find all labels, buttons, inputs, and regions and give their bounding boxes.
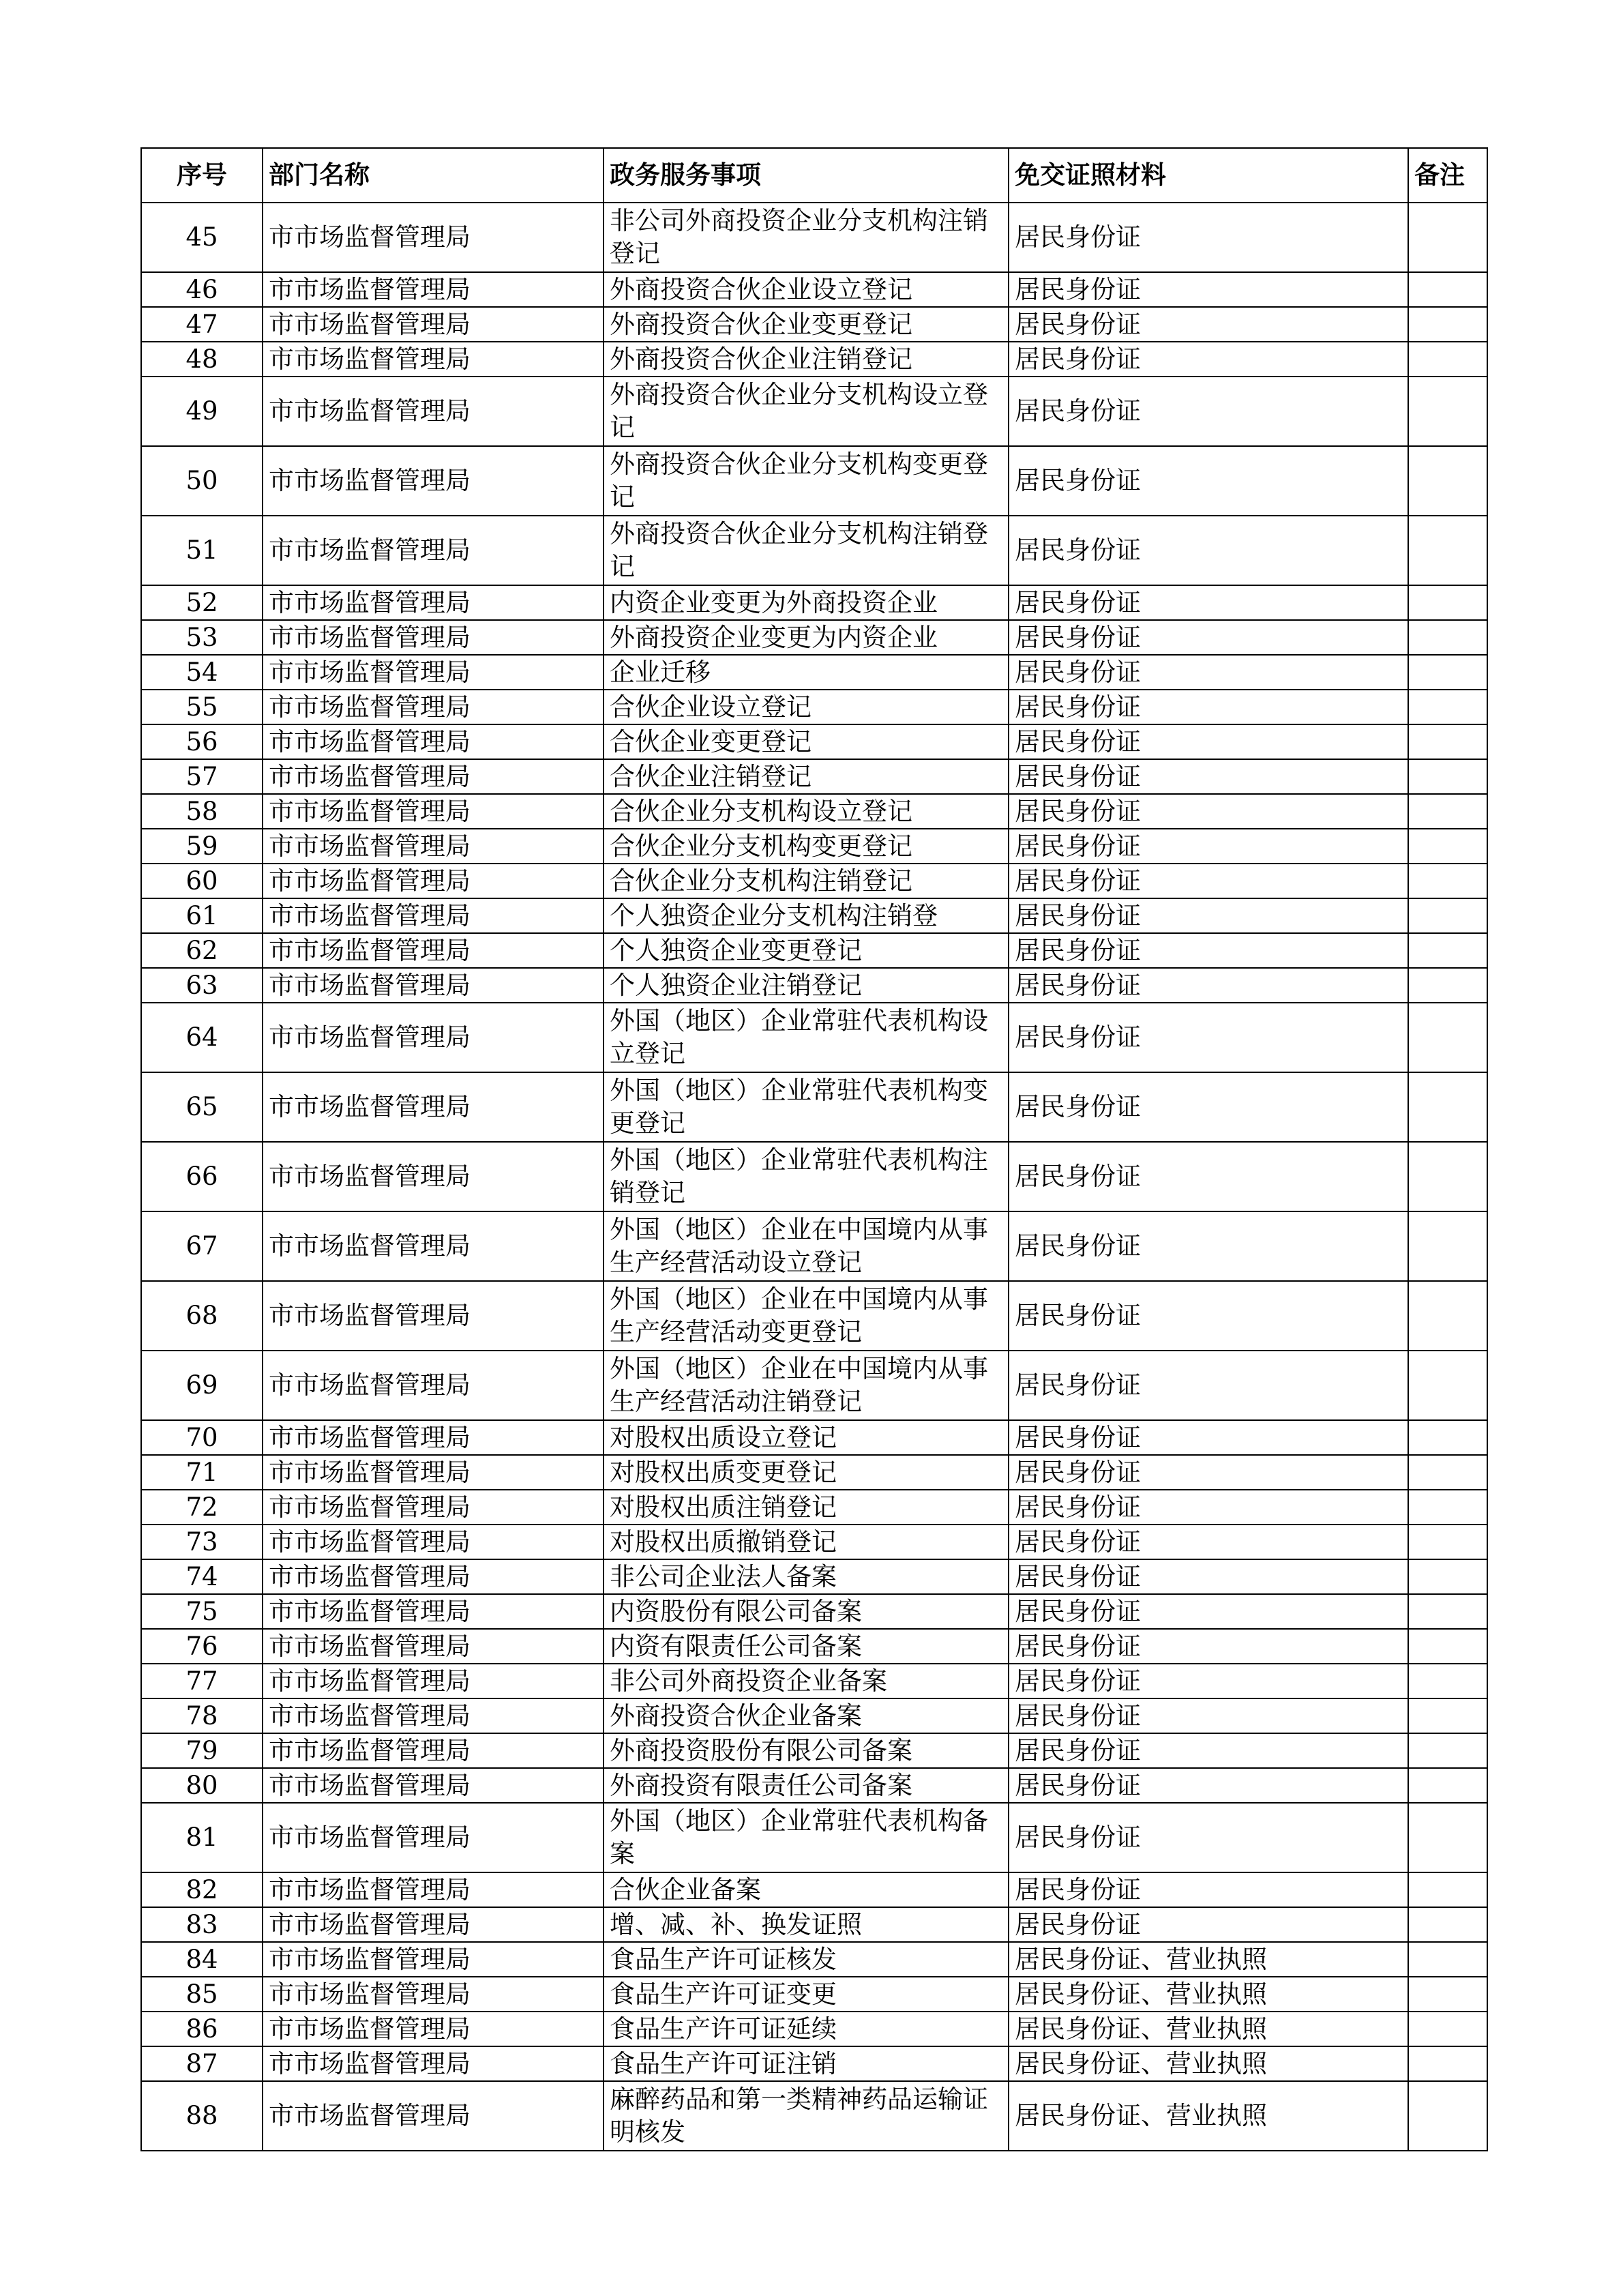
cell-materials: 居民身份证 (1009, 655, 1408, 690)
cell-dept: 市市场监督管理局 (263, 829, 604, 864)
cell-no: 81 (141, 1803, 263, 1872)
cell-note (1408, 1351, 1487, 1420)
cell-item: 外国（地区）企业常驻代表机构注销登记 (604, 1142, 1009, 1211)
cell-dept: 市市场监督管理局 (263, 759, 604, 794)
cell-item: 食品生产许可证延续 (604, 2012, 1009, 2046)
cell-no: 53 (141, 620, 263, 655)
cell-no: 78 (141, 1698, 263, 1733)
cell-item: 合伙企业注销登记 (604, 759, 1009, 794)
cell-item: 企业迁移 (604, 655, 1009, 690)
table-row (141, 1211, 1487, 1281)
cell-no: 84 (141, 1942, 263, 1977)
table-row (141, 1559, 1487, 1594)
cell-item: 外商投资合伙企业分支机构变更登记 (604, 446, 1009, 516)
table-row (141, 1455, 1487, 1490)
cell-materials: 居民身份证 (1009, 864, 1408, 898)
cell-dept: 市市场监督管理局 (263, 2012, 604, 2046)
cell-dept: 市市场监督管理局 (263, 2046, 604, 2081)
cell-dept: 市市场监督管理局 (263, 1072, 604, 1142)
cell-materials: 居民身份证、营业执照 (1009, 2081, 1408, 2151)
cell-dept: 市市场监督管理局 (263, 1872, 604, 1907)
cell-dept: 市市场监督管理局 (263, 1977, 604, 2012)
cell-dept: 市市场监督管理局 (263, 342, 604, 377)
header-materials: 免交证照材料 (1009, 148, 1408, 203)
cell-materials: 居民身份证、营业执照 (1009, 1977, 1408, 2012)
table-row (141, 1907, 1487, 1942)
cell-no: 83 (141, 1907, 263, 1942)
cell-note (1408, 1942, 1487, 1977)
cell-no: 69 (141, 1351, 263, 1420)
table-header-row (141, 148, 1487, 203)
cell-dept: 市市场监督管理局 (263, 690, 604, 724)
cell-note (1408, 1664, 1487, 1698)
cell-item: 外商投资合伙企业注销登记 (604, 342, 1009, 377)
cell-item: 个人独资企业注销登记 (604, 968, 1009, 1003)
table-row (141, 655, 1487, 690)
table-row (141, 1072, 1487, 1142)
cell-dept: 市市场监督管理局 (263, 864, 604, 898)
cell-no: 87 (141, 2046, 263, 2081)
cell-dept: 市市场监督管理局 (263, 2081, 604, 2151)
cell-note (1408, 1698, 1487, 1733)
cell-dept: 市市场监督管理局 (263, 1698, 604, 1733)
cell-materials: 居民身份证 (1009, 307, 1408, 342)
cell-materials: 居民身份证、营业执照 (1009, 2012, 1408, 2046)
cell-item: 食品生产许可证核发 (604, 1942, 1009, 1977)
cell-note (1408, 1211, 1487, 1281)
cell-item: 外商投资合伙企业分支机构设立登记 (604, 377, 1009, 446)
cell-materials: 居民身份证、营业执照 (1009, 2046, 1408, 2081)
cell-item: 个人独资企业变更登记 (604, 933, 1009, 968)
cell-no: 82 (141, 1872, 263, 1907)
table-row (141, 307, 1487, 342)
cell-no: 68 (141, 1281, 263, 1351)
cell-materials: 居民身份证 (1009, 203, 1408, 272)
cell-materials: 居民身份证 (1009, 1594, 1408, 1629)
cell-no: 79 (141, 1733, 263, 1768)
cell-note (1408, 829, 1487, 864)
cell-materials: 居民身份证 (1009, 933, 1408, 968)
cell-materials: 居民身份证 (1009, 1907, 1408, 1942)
cell-dept: 市市场监督管理局 (263, 1455, 604, 1490)
cell-item: 外国（地区）企业在中国境内从事生产经营活动注销登记 (604, 1351, 1009, 1420)
cell-item: 内资企业变更为外商投资企业 (604, 585, 1009, 620)
cell-item: 对股权出质变更登记 (604, 1455, 1009, 1490)
cell-dept: 市市场监督管理局 (263, 1664, 604, 1698)
cell-materials: 居民身份证 (1009, 620, 1408, 655)
cell-materials: 居民身份证 (1009, 1559, 1408, 1594)
cell-item: 非公司外商投资企业备案 (604, 1664, 1009, 1698)
cell-item: 麻醉药品和第一类精神药品运输证明核发 (604, 2081, 1009, 2151)
header-note: 备注 (1408, 148, 1487, 203)
table-row (141, 1698, 1487, 1733)
cell-item: 食品生产许可证变更 (604, 1977, 1009, 2012)
table-row (141, 724, 1487, 759)
cell-item: 非公司企业法人备案 (604, 1559, 1009, 1594)
cell-dept: 市市场监督管理局 (263, 898, 604, 933)
cell-materials: 居民身份证 (1009, 446, 1408, 516)
table-row (141, 516, 1487, 585)
cell-item: 合伙企业变更登记 (604, 724, 1009, 759)
cell-materials: 居民身份证 (1009, 1629, 1408, 1664)
cell-item: 增、减、补、换发证照 (604, 1907, 1009, 1942)
cell-dept: 市市场监督管理局 (263, 1211, 604, 1281)
cell-note (1408, 794, 1487, 829)
table-row (141, 1803, 1487, 1872)
cell-materials: 居民身份证 (1009, 1872, 1408, 1907)
cell-materials: 居民身份证 (1009, 342, 1408, 377)
table-row (141, 759, 1487, 794)
cell-no: 62 (141, 933, 263, 968)
cell-note (1408, 446, 1487, 516)
cell-note (1408, 759, 1487, 794)
table-row (141, 1733, 1487, 1768)
cell-materials: 居民身份证 (1009, 968, 1408, 1003)
table-row (141, 968, 1487, 1003)
table-row (141, 585, 1487, 620)
table-row (141, 1142, 1487, 1211)
cell-dept: 市市场监督管理局 (263, 1281, 604, 1351)
cell-note (1408, 933, 1487, 968)
cell-materials: 居民身份证 (1009, 1281, 1408, 1351)
cell-no: 88 (141, 2081, 263, 2151)
cell-dept: 市市场监督管理局 (263, 1594, 604, 1629)
cell-materials: 居民身份证 (1009, 759, 1408, 794)
cell-note (1408, 864, 1487, 898)
cell-dept: 市市场监督管理局 (263, 1803, 604, 1872)
cell-note (1408, 1907, 1487, 1942)
cell-note (1408, 1977, 1487, 2012)
cell-note (1408, 1733, 1487, 1768)
cell-no: 56 (141, 724, 263, 759)
cell-note (1408, 1455, 1487, 1490)
cell-materials: 居民身份证 (1009, 794, 1408, 829)
table-row (141, 1977, 1487, 2012)
cell-no: 66 (141, 1142, 263, 1211)
cell-dept: 市市场监督管理局 (263, 1351, 604, 1420)
cell-item: 外国（地区）企业在中国境内从事生产经营活动设立登记 (604, 1211, 1009, 1281)
cell-no: 64 (141, 1003, 263, 1072)
cell-note (1408, 898, 1487, 933)
cell-item: 外国（地区）企业在中国境内从事生产经营活动变更登记 (604, 1281, 1009, 1351)
cell-dept: 市市场监督管理局 (263, 1559, 604, 1594)
cell-item: 食品生产许可证注销 (604, 2046, 1009, 2081)
cell-no: 50 (141, 446, 263, 516)
cell-materials: 居民身份证 (1009, 1142, 1408, 1211)
cell-materials: 居民身份证 (1009, 1211, 1408, 1281)
cell-item: 内资有限责任公司备案 (604, 1629, 1009, 1664)
cell-dept: 市市场监督管理局 (263, 1768, 604, 1803)
cell-materials: 居民身份证 (1009, 1733, 1408, 1768)
cell-note (1408, 203, 1487, 272)
cell-no: 63 (141, 968, 263, 1003)
cell-note (1408, 1525, 1487, 1559)
table-row (141, 864, 1487, 898)
cell-materials: 居民身份证 (1009, 1525, 1408, 1559)
cell-item: 内资股份有限公司备案 (604, 1594, 1009, 1629)
cell-dept: 市市场监督管理局 (263, 1420, 604, 1455)
cell-no: 45 (141, 203, 263, 272)
cell-note (1408, 2081, 1487, 2151)
table-row (141, 690, 1487, 724)
table-row (141, 1003, 1487, 1072)
table-row (141, 1281, 1487, 1351)
cell-materials: 居民身份证 (1009, 1351, 1408, 1420)
header-no: 序号 (141, 148, 263, 203)
cell-note (1408, 620, 1487, 655)
cell-note (1408, 342, 1487, 377)
table-row (141, 898, 1487, 933)
cell-materials: 居民身份证 (1009, 1455, 1408, 1490)
cell-item: 合伙企业设立登记 (604, 690, 1009, 724)
table-row (141, 1594, 1487, 1629)
table-row (141, 1629, 1487, 1664)
cell-item: 对股权出质设立登记 (604, 1420, 1009, 1455)
cell-materials: 居民身份证 (1009, 898, 1408, 933)
cell-no: 67 (141, 1211, 263, 1281)
cell-note (1408, 516, 1487, 585)
cell-no: 46 (141, 272, 263, 307)
cell-item: 对股权出质注销登记 (604, 1490, 1009, 1525)
cell-dept: 市市场监督管理局 (263, 1003, 604, 1072)
cell-no: 47 (141, 307, 263, 342)
cell-materials: 居民身份证 (1009, 690, 1408, 724)
cell-dept: 市市场监督管理局 (263, 203, 604, 272)
table-row (141, 794, 1487, 829)
cell-materials: 居民身份证 (1009, 829, 1408, 864)
cell-dept: 市市场监督管理局 (263, 1142, 604, 1211)
cell-materials: 居民身份证 (1009, 272, 1408, 307)
cell-no: 58 (141, 794, 263, 829)
cell-dept: 市市场监督管理局 (263, 1907, 604, 1942)
table-body (141, 203, 1487, 2151)
cell-dept: 市市场监督管理局 (263, 585, 604, 620)
table-row (141, 1490, 1487, 1525)
cell-note (1408, 1003, 1487, 1072)
cell-note (1408, 307, 1487, 342)
cell-item: 外商投资股份有限公司备案 (604, 1733, 1009, 1768)
header-item: 政务服务事项 (604, 148, 1009, 203)
cell-item: 外商投资有限责任公司备案 (604, 1768, 1009, 1803)
cell-dept: 市市场监督管理局 (263, 1525, 604, 1559)
cell-note (1408, 655, 1487, 690)
cell-no: 52 (141, 585, 263, 620)
cell-dept: 市市场监督管理局 (263, 724, 604, 759)
table-row (141, 1351, 1487, 1420)
cell-materials: 居民身份证 (1009, 516, 1408, 585)
cell-item: 外国（地区）企业常驻代表机构备案 (604, 1803, 1009, 1872)
service-items-table (140, 147, 1488, 2151)
table-row (141, 2046, 1487, 2081)
cell-dept: 市市场监督管理局 (263, 794, 604, 829)
cell-item: 外商投资合伙企业分支机构注销登记 (604, 516, 1009, 585)
cell-dept: 市市场监督管理局 (263, 307, 604, 342)
cell-note (1408, 2046, 1487, 2081)
cell-dept: 市市场监督管理局 (263, 377, 604, 446)
cell-no: 77 (141, 1664, 263, 1698)
cell-note (1408, 1420, 1487, 1455)
cell-no: 85 (141, 1977, 263, 2012)
cell-note (1408, 1559, 1487, 1594)
cell-no: 57 (141, 759, 263, 794)
table-row (141, 203, 1487, 272)
cell-no: 73 (141, 1525, 263, 1559)
cell-materials: 居民身份证 (1009, 724, 1408, 759)
cell-materials: 居民身份证 (1009, 1664, 1408, 1698)
cell-no: 59 (141, 829, 263, 864)
cell-dept: 市市场监督管理局 (263, 655, 604, 690)
table-row (141, 446, 1487, 516)
cell-note (1408, 1281, 1487, 1351)
cell-item: 外商投资企业变更为内资企业 (604, 620, 1009, 655)
cell-item: 合伙企业分支机构注销登记 (604, 864, 1009, 898)
cell-dept: 市市场监督管理局 (263, 1490, 604, 1525)
cell-note (1408, 1594, 1487, 1629)
table-row (141, 2012, 1487, 2046)
cell-dept: 市市场监督管理局 (263, 620, 604, 655)
cell-note (1408, 2012, 1487, 2046)
header-dept: 部门名称 (263, 148, 604, 203)
cell-note (1408, 724, 1487, 759)
cell-no: 75 (141, 1594, 263, 1629)
table-row (141, 342, 1487, 377)
table-row (141, 1664, 1487, 1698)
cell-dept: 市市场监督管理局 (263, 446, 604, 516)
cell-no: 70 (141, 1420, 263, 1455)
cell-note (1408, 690, 1487, 724)
cell-note (1408, 1629, 1487, 1664)
cell-item: 合伙企业备案 (604, 1872, 1009, 1907)
cell-dept: 市市场监督管理局 (263, 1942, 604, 1977)
cell-dept: 市市场监督管理局 (263, 968, 604, 1003)
cell-materials: 居民身份证 (1009, 1003, 1408, 1072)
cell-note (1408, 1872, 1487, 1907)
cell-note (1408, 968, 1487, 1003)
cell-item: 外国（地区）企业常驻代表机构变更登记 (604, 1072, 1009, 1142)
table-row (141, 933, 1487, 968)
cell-item: 非公司外商投资企业分支机构注销登记 (604, 203, 1009, 272)
cell-item: 外商投资合伙企业设立登记 (604, 272, 1009, 307)
cell-materials: 居民身份证 (1009, 377, 1408, 446)
cell-note (1408, 377, 1487, 446)
cell-note (1408, 1142, 1487, 1211)
cell-materials: 居民身份证 (1009, 585, 1408, 620)
cell-dept: 市市场监督管理局 (263, 516, 604, 585)
table-row (141, 272, 1487, 307)
cell-note (1408, 585, 1487, 620)
cell-no: 51 (141, 516, 263, 585)
cell-no: 74 (141, 1559, 263, 1594)
cell-materials: 居民身份证 (1009, 1420, 1408, 1455)
cell-no: 80 (141, 1768, 263, 1803)
cell-no: 48 (141, 342, 263, 377)
cell-no: 49 (141, 377, 263, 446)
cell-no: 65 (141, 1072, 263, 1142)
table-row (141, 1872, 1487, 1907)
cell-materials: 居民身份证 (1009, 1768, 1408, 1803)
cell-materials: 居民身份证、营业执照 (1009, 1942, 1408, 1977)
cell-materials: 居民身份证 (1009, 1698, 1408, 1733)
cell-item: 外商投资合伙企业备案 (604, 1698, 1009, 1733)
cell-item: 合伙企业分支机构设立登记 (604, 794, 1009, 829)
cell-dept: 市市场监督管理局 (263, 1733, 604, 1768)
cell-materials: 居民身份证 (1009, 1803, 1408, 1872)
cell-no: 60 (141, 864, 263, 898)
cell-materials: 居民身份证 (1009, 1072, 1408, 1142)
cell-item: 外国（地区）企业常驻代表机构设立登记 (604, 1003, 1009, 1072)
cell-no: 71 (141, 1455, 263, 1490)
cell-no: 55 (141, 690, 263, 724)
cell-note (1408, 1803, 1487, 1872)
cell-note (1408, 1490, 1487, 1525)
table-row (141, 1942, 1487, 1977)
table-row (141, 829, 1487, 864)
cell-note (1408, 1768, 1487, 1803)
cell-item: 外商投资合伙企业变更登记 (604, 307, 1009, 342)
cell-note (1408, 1072, 1487, 1142)
table-row (141, 377, 1487, 446)
cell-item: 对股权出质撤销登记 (604, 1525, 1009, 1559)
cell-item: 合伙企业分支机构变更登记 (604, 829, 1009, 864)
cell-no: 61 (141, 898, 263, 933)
cell-dept: 市市场监督管理局 (263, 1629, 604, 1664)
cell-materials: 居民身份证 (1009, 1490, 1408, 1525)
table-row (141, 1768, 1487, 1803)
cell-note (1408, 272, 1487, 307)
cell-dept: 市市场监督管理局 (263, 272, 604, 307)
table-row (141, 1420, 1487, 1455)
cell-no: 76 (141, 1629, 263, 1664)
table-row (141, 2081, 1487, 2151)
table-row (141, 620, 1487, 655)
cell-no: 86 (141, 2012, 263, 2046)
cell-item: 个人独资企业分支机构注销登 (604, 898, 1009, 933)
cell-dept: 市市场监督管理局 (263, 933, 604, 968)
cell-no: 54 (141, 655, 263, 690)
cell-no: 72 (141, 1490, 263, 1525)
table-row (141, 1525, 1487, 1559)
